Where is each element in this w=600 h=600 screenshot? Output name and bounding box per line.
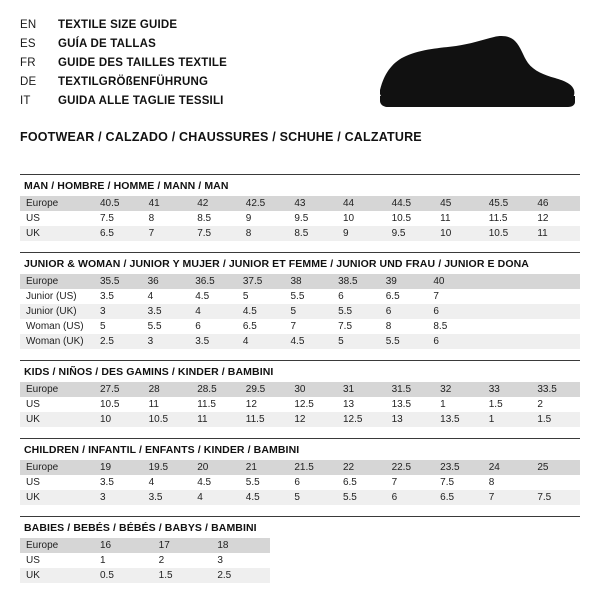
cell: 8.5: [288, 226, 337, 241]
cell: 8: [143, 211, 192, 226]
cell: 3: [94, 304, 142, 319]
cell: 5.5: [142, 319, 190, 334]
language-title: GUIDA ALLE TAGLIE TESSILI: [58, 95, 224, 107]
language-title: TEXTILE SIZE GUIDE: [58, 19, 178, 31]
language-row: [20, 73, 227, 92]
size-table-babies: [20, 538, 580, 583]
cell: 36: [142, 274, 190, 289]
cell: 5.5: [285, 289, 333, 304]
row-label: UK: [20, 568, 94, 583]
cell: 3: [94, 490, 143, 505]
language-title-table: [20, 16, 227, 111]
row-label: Junior (UK): [20, 304, 94, 319]
cell: 3: [142, 334, 190, 349]
cell-empty: [475, 274, 580, 289]
cell: 7.5: [332, 319, 380, 334]
cell: 13.5: [434, 412, 483, 427]
cell: 12.5: [288, 397, 337, 412]
cell: 40.5: [94, 196, 143, 211]
table-row: [20, 196, 580, 211]
table-row: [20, 412, 580, 427]
cell: 13: [386, 412, 435, 427]
cell: 7: [285, 319, 333, 334]
table-row: [20, 382, 580, 397]
cell: 7.5: [531, 490, 580, 505]
section-title: CHILDREN / INFANTIL / ENFANTS / KINDER / BAMBINI: [20, 438, 580, 460]
cell: 44: [337, 196, 386, 211]
row-label: UK: [20, 226, 94, 241]
cell: 11: [191, 412, 240, 427]
cell: 8: [240, 226, 289, 241]
cell: 19: [94, 460, 143, 475]
section-kids: [20, 360, 580, 427]
cell: 5: [94, 319, 142, 334]
row-label: Woman (UK): [20, 334, 94, 349]
cell: 7.5: [191, 226, 240, 241]
dress-shoe-icon: [378, 34, 578, 112]
size-tables: [20, 174, 580, 583]
language-row: [20, 92, 227, 111]
cell: 4.5: [191, 475, 240, 490]
cell: 19.5: [143, 460, 192, 475]
size-table-junior-woman: [20, 274, 580, 349]
row-label: UK: [20, 412, 94, 427]
table-row: [20, 553, 580, 568]
cell: 2.5: [211, 568, 270, 583]
cell: 46: [531, 196, 580, 211]
cell: 6: [427, 304, 475, 319]
cell: 7: [483, 490, 532, 505]
cell: 6.5: [380, 289, 428, 304]
language-code: ES: [20, 38, 36, 50]
section-man: [20, 174, 580, 241]
cell: 6.5: [94, 226, 143, 241]
cell: 17: [153, 538, 212, 553]
cell: 1.5: [153, 568, 212, 583]
cell: 5.5: [380, 334, 428, 349]
row-label: US: [20, 475, 94, 490]
cell: 41: [143, 196, 192, 211]
cell: 28.5: [191, 382, 240, 397]
language-code: IT: [20, 95, 31, 107]
cell: 44.5: [386, 196, 435, 211]
language-code: FR: [20, 57, 36, 69]
cell: 7: [427, 289, 475, 304]
cell: 3.5: [94, 289, 142, 304]
row-label: Europe: [20, 382, 94, 397]
cell: 21: [240, 460, 289, 475]
cell: 24: [483, 460, 532, 475]
cell-empty: [475, 304, 580, 319]
cell: 20: [191, 460, 240, 475]
table-row: [20, 334, 580, 349]
cell-empty: [475, 289, 580, 304]
cell: 1.5: [531, 412, 580, 427]
size-table-kids: [20, 382, 580, 427]
document-header: [20, 16, 580, 120]
cell: 10.5: [94, 397, 143, 412]
cell: 4: [142, 289, 190, 304]
cell: 2: [153, 553, 212, 568]
cell: 22: [337, 460, 386, 475]
section-title: BABIES / BEBÉS / BÉBÉS / BABYS / BAMBINI: [20, 516, 580, 538]
row-label: Europe: [20, 274, 94, 289]
cell: 32: [434, 382, 483, 397]
cell: 4.5: [285, 334, 333, 349]
cell: 45.5: [483, 196, 532, 211]
table-row: [20, 475, 580, 490]
cell: 6: [332, 289, 380, 304]
cell: 3.5: [142, 304, 190, 319]
cell: 6.5: [434, 490, 483, 505]
cell: 4: [191, 490, 240, 505]
cell: 8: [380, 319, 428, 334]
section-title: MAN / HOMBRE / HOMME / MANN / MAN: [20, 174, 580, 196]
row-label: Europe: [20, 460, 94, 475]
cell: 6.5: [237, 319, 285, 334]
row-label: US: [20, 397, 94, 412]
cell: 11.5: [240, 412, 289, 427]
language-row: [20, 16, 227, 35]
cell: 12.5: [337, 412, 386, 427]
cell: 10.5: [483, 226, 532, 241]
table-row: [20, 460, 580, 475]
cell: 35.5: [94, 274, 142, 289]
cell: 27.5: [94, 382, 143, 397]
cell: 13: [337, 397, 386, 412]
cell: 6: [189, 319, 237, 334]
cell: 4: [237, 334, 285, 349]
cell: 10: [337, 211, 386, 226]
language-code: EN: [20, 19, 37, 31]
cell: 7.5: [94, 211, 143, 226]
cell: 7: [143, 226, 192, 241]
row-label: US: [20, 553, 94, 568]
cell: 11.5: [483, 211, 532, 226]
cell: 25: [531, 460, 580, 475]
table-row: [20, 226, 580, 241]
cell: 2: [531, 397, 580, 412]
cell: 9: [337, 226, 386, 241]
section-title: JUNIOR & WOMAN / JUNIOR Y MUJER / JUNIOR ET FEMME / JUNIOR UND FRAU / JUNIOR E DONA: [20, 252, 580, 274]
cell: 39: [380, 274, 428, 289]
cell: 12: [240, 397, 289, 412]
cell: 8: [483, 475, 532, 490]
cell: 30: [288, 382, 337, 397]
language-code: DE: [20, 76, 37, 88]
cell: 33.5: [531, 382, 580, 397]
language-title: GUIDE DES TAILLES TEXTILE: [58, 57, 227, 69]
cell: 3.5: [143, 490, 192, 505]
cell: 4.5: [240, 490, 289, 505]
cell: 1.5: [483, 397, 532, 412]
cell: 7.5: [434, 475, 483, 490]
cell: 5.5: [240, 475, 289, 490]
cell: 37.5: [237, 274, 285, 289]
row-label: Europe: [20, 538, 94, 553]
cell: 5: [332, 334, 380, 349]
cell: 5.5: [332, 304, 380, 319]
cell: 6.5: [337, 475, 386, 490]
cell: 1: [434, 397, 483, 412]
cell: 9.5: [386, 226, 435, 241]
table-row: [20, 304, 580, 319]
cell-empty: [270, 553, 580, 568]
cell: 5: [288, 490, 337, 505]
size-table-man: [20, 196, 580, 241]
cell: 22.5: [386, 460, 435, 475]
cell: 1: [94, 553, 153, 568]
cell: 3: [211, 553, 270, 568]
cell: 11: [434, 211, 483, 226]
cell: 18: [211, 538, 270, 553]
row-label: US: [20, 211, 94, 226]
cell: 31.5: [386, 382, 435, 397]
cell: 5: [285, 304, 333, 319]
language-title: GUÍA DE TALLAS: [58, 38, 156, 50]
cell: 10: [434, 226, 483, 241]
cell: 5: [237, 289, 285, 304]
table-row: [20, 211, 580, 226]
cell: 5.5: [337, 490, 386, 505]
cell: 4: [143, 475, 192, 490]
table-row: [20, 397, 580, 412]
cell: 38.5: [332, 274, 380, 289]
row-label: UK: [20, 490, 94, 505]
cell: 4: [189, 304, 237, 319]
cell: 40: [427, 274, 475, 289]
cell: 13.5: [386, 397, 435, 412]
row-label: Junior (US): [20, 289, 94, 304]
cell: 3.5: [189, 334, 237, 349]
cell: 8.5: [427, 319, 475, 334]
row-label: Woman (US): [20, 319, 94, 334]
cell: 10.5: [386, 211, 435, 226]
table-row: [20, 274, 580, 289]
cell: 9: [240, 211, 289, 226]
table-row: [20, 538, 580, 553]
language-row: [20, 35, 227, 54]
row-label: Europe: [20, 196, 94, 211]
cell-empty: [475, 334, 580, 349]
cell: 42: [191, 196, 240, 211]
table-row: [20, 289, 580, 304]
cell: 33: [483, 382, 532, 397]
cell: 4.5: [237, 304, 285, 319]
cell-empty: [475, 319, 580, 334]
cell: 9.5: [288, 211, 337, 226]
size-table-children: [20, 460, 580, 505]
cell: 12: [531, 211, 580, 226]
cell: 6: [380, 304, 428, 319]
footwear-heading: FOOTWEAR / CALZADO / CHAUSSURES / SCHUHE / CALZATURE: [20, 130, 422, 144]
cell: 16: [94, 538, 153, 553]
cell: 43: [288, 196, 337, 211]
cell: 7: [386, 475, 435, 490]
table-row: [20, 568, 580, 583]
cell: 11: [531, 226, 580, 241]
cell: 36.5: [189, 274, 237, 289]
cell: 4.5: [189, 289, 237, 304]
cell-empty: [531, 475, 580, 490]
language-title-rows: [20, 16, 227, 111]
cell: 3.5: [94, 475, 143, 490]
cell: 1: [483, 412, 532, 427]
cell: 23.5: [434, 460, 483, 475]
cell: 12: [288, 412, 337, 427]
cell: 38: [285, 274, 333, 289]
section-junior-woman: [20, 252, 580, 349]
cell: 6: [427, 334, 475, 349]
cell: 11: [143, 397, 192, 412]
cell: 6: [386, 490, 435, 505]
cell-empty: [270, 568, 580, 583]
cell: 10.5: [143, 412, 192, 427]
cell: 11.5: [191, 397, 240, 412]
cell: 2.5: [94, 334, 142, 349]
cell: 31: [337, 382, 386, 397]
cell: 29.5: [240, 382, 289, 397]
table-row: [20, 490, 580, 505]
cell-empty: [270, 538, 580, 553]
cell: 6: [288, 475, 337, 490]
cell: 0.5: [94, 568, 153, 583]
section-babies: [20, 516, 580, 583]
cell: 10: [94, 412, 143, 427]
cell: 45: [434, 196, 483, 211]
cell: 21.5: [288, 460, 337, 475]
section-title: KIDS / NIÑOS / DES GAMINS / KINDER / BAMBINI: [20, 360, 580, 382]
cell: 8.5: [191, 211, 240, 226]
language-title: TEXTILGRÖßENFÜHRUNG: [58, 76, 209, 88]
language-row: [20, 54, 227, 73]
table-row: [20, 319, 580, 334]
cell: 42.5: [240, 196, 289, 211]
section-children: [20, 438, 580, 505]
cell: 28: [143, 382, 192, 397]
